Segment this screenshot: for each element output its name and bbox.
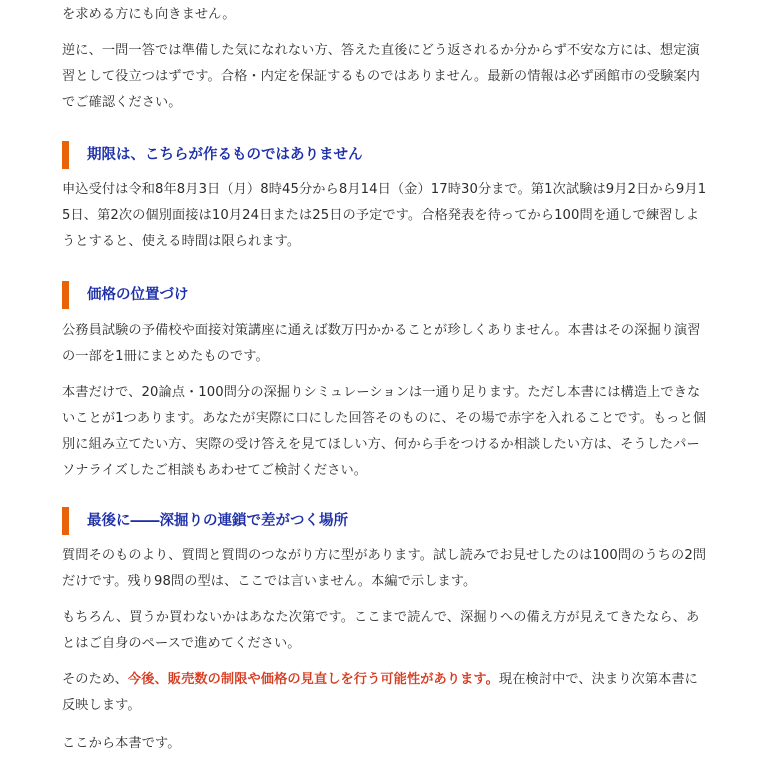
heading-accent-bar <box>62 281 69 309</box>
final-paragraph-4: ここから本書です。 <box>62 736 181 751</box>
section-heading-text: 期限は、こちらが作るものではありません <box>87 147 363 163</box>
section-heading-text: 最後に――深掘りの連鎖で差がつく場所 <box>87 513 348 529</box>
final-paragraph-2: もちろん、買うか買わないかはあなた次第です。ここまで読んで、深掘りへの備え方が見えてきたなら、あとはご自身のペースで進めてください。 <box>62 610 700 651</box>
section-heading-text: 価格の位置づけ <box>87 287 189 303</box>
deadline-paragraph: 申込受付は令和8年8月3日（月）8時45分から8月14日（金）17時30分まで。第1次試験は9月2日から9月15日、第2次の個別面接は10月24日または25日の予定です。合格発表を待ってから100問を通しで練習しようとすると、使える時間は限られます。 <box>62 182 707 249</box>
price-paragraph-2: 本書だけで、20論点・100問分の深掘りシミュレーションは一通り足ります。ただし本書には構造上できないことが1つあります。あなたが実際に口にした回答そのものに、その場で赤字を入れることです。もっと個別に組み立てたい方、実際の受け答えを見てほしい方、何から手をつけるか相談したい方は、そうしたパーソナライズしたご相談もあわせてご検討ください。 <box>62 385 707 478</box>
intro-paragraph: 逆に、一問一答では準備した気になれない方、答えた直後にどう返されるか分からず不安な方には、想定演習として役立つはずです。合格・内定を保証するものではありません。最新の情報は必ず函館市の受験案内でご確認ください。 <box>62 43 700 110</box>
para3-tail-text: 現在検討中で、決まり次第本書に反映します。 <box>62 672 698 713</box>
price-paragraph-1: 公務員試験の予備校や面接対策講座に通えば数万円かかることが珍しくありません。本書はその深掘り演習の一部を1冊にまとめたものです。 <box>62 323 701 364</box>
heading-accent-bar <box>62 141 69 169</box>
section-heading-final <box>62 506 708 536</box>
emphasis-text: 今後、販売数の制限や価格の見直しを行う可能性があります。 <box>127 672 499 687</box>
para3-lead-text: そのため、 <box>62 672 128 687</box>
final-paragraph-1: 質問そのものより、質問と質問のつながり方に型があります。試し読みでお見せしたのは100問のうちの2問だけです。残り98問の型は、ここでは言いません。本編で示します。 <box>62 548 707 589</box>
section-heading-deadline <box>62 140 708 170</box>
heading-accent-bar <box>62 507 69 535</box>
section-heading-price <box>62 280 708 310</box>
final-paragraph-3 <box>62 667 708 719</box>
intro-tail-text: を求める方にも向きません。 <box>62 7 236 22</box>
